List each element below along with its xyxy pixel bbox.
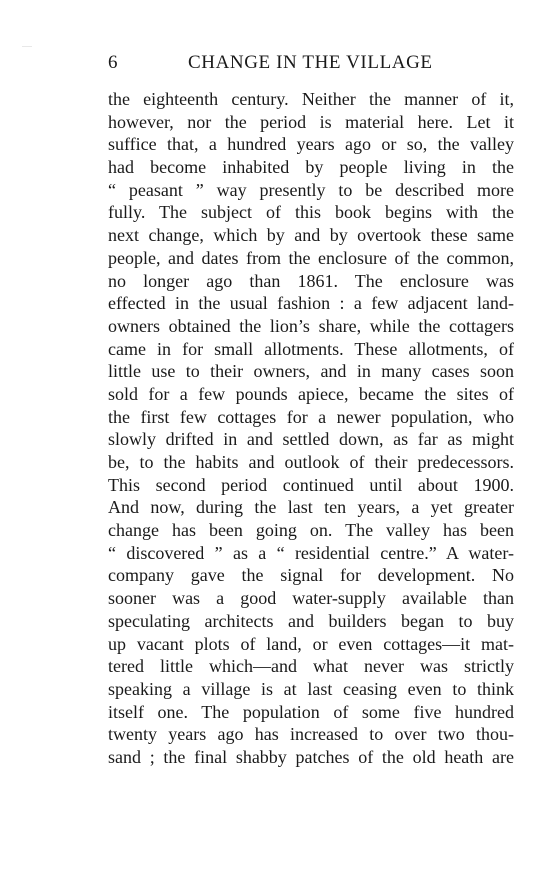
text-line: itself one. The population of some five hundred <box>108 701 514 722</box>
text-line: change has been going on. The valley has been <box>108 520 514 541</box>
running-head <box>108 52 514 78</box>
text-line: people, and dates from the enclosure of the common, <box>108 247 514 268</box>
text-line: fully. The subject of this book begins with the <box>108 202 514 223</box>
text-line: slowly drifted in and settled down, as far as might <box>108 429 514 450</box>
text-line: This second period continued until about 1900. <box>108 474 514 495</box>
text-line: sand ; the final shabby patches of the old heath are <box>108 746 514 767</box>
text-line: no longer ago than 1861. The enclosure was <box>108 270 514 291</box>
text-line: the first few cottages for a newer population, who <box>108 406 514 427</box>
text-line: company gave the signal for development. No <box>108 565 514 586</box>
text-line: suffice that, a hundred years ago or so, the valley <box>108 134 514 155</box>
text-line: next change, which by and by overtook these same <box>108 225 514 246</box>
text-line: up vacant plots of land, or even cottages—it mat- <box>108 633 514 654</box>
running-title: CHANGE IN THE VILLAGE <box>188 52 433 73</box>
text-line: sooner was a good water-supply available than <box>108 588 514 609</box>
text-line: however, nor the period is material here. Let it <box>108 111 514 132</box>
text-line: tered little which—and what never was strictly <box>108 656 514 677</box>
text-line: came in for small allotments. These allotments, of <box>108 338 514 359</box>
text-line: “ peasant ” way presently to be described more <box>108 179 514 200</box>
text-line: owners obtained the lion’s share, while the cottagers <box>108 315 514 336</box>
text-line: speaking a village is at last ceasing even to think <box>108 678 514 699</box>
text-line: little use to their owners, and in many cases soon <box>108 361 514 382</box>
text-line: And now, during the last ten years, a yet greater <box>108 497 514 518</box>
text-line: sold for a few pounds apiece, became the sites of <box>108 383 514 404</box>
text-line: “ discovered ” as a “ residential centre.” A water- <box>108 542 514 563</box>
paper-speck <box>22 46 32 47</box>
text-line: twenty years ago has increased to over two thou- <box>108 724 514 745</box>
text-line: speculating architects and builders began to buy <box>108 610 514 631</box>
body-text <box>108 88 514 769</box>
text-line: had become inhabited by people living in the <box>108 157 514 178</box>
text-line: be, to the habits and outlook of their predecessors. <box>108 452 514 472</box>
page-number: 6 <box>108 52 118 73</box>
text-line: the eighteenth century. Neither the manner of it, <box>108 89 514 109</box>
text-line: effected in the usual fashion : a few adjacent land- <box>108 293 514 314</box>
